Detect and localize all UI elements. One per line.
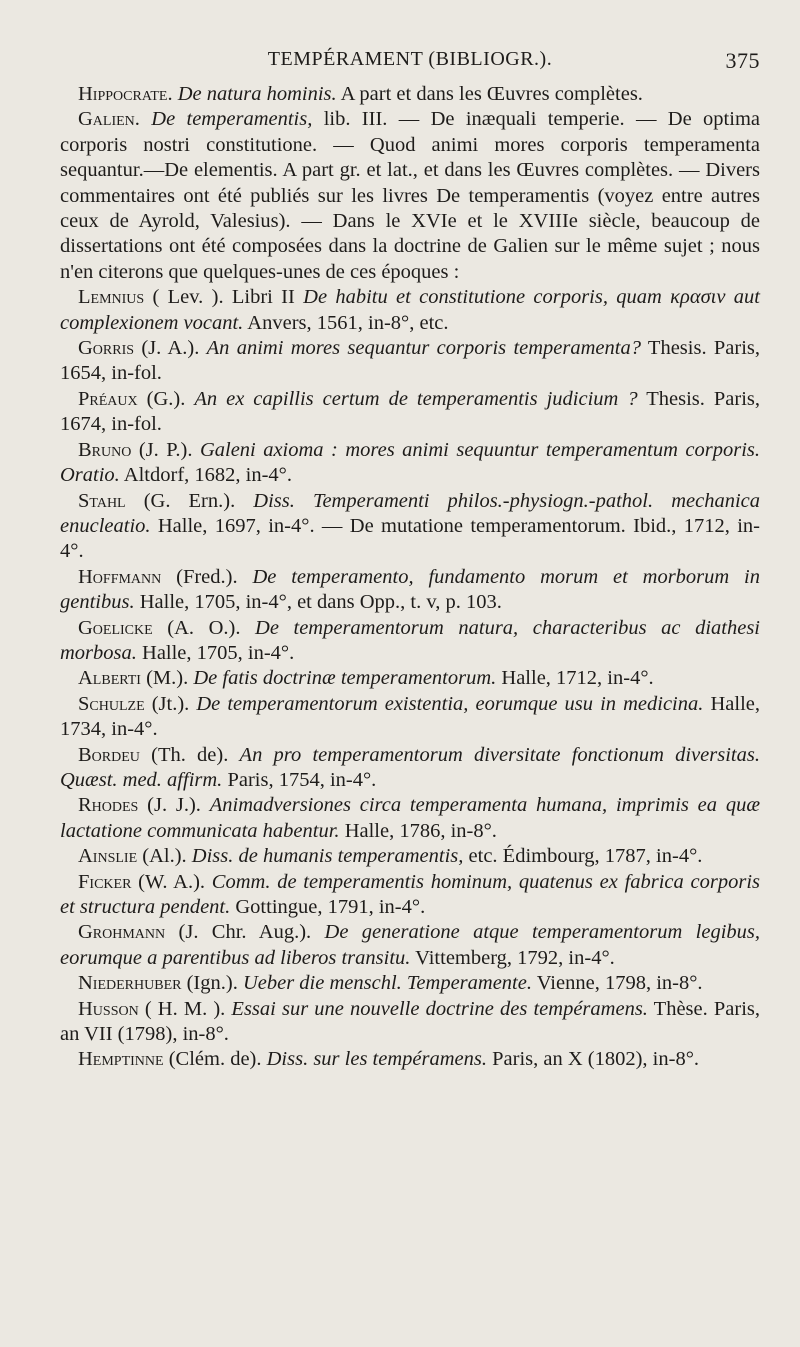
entry-title: De temperamentorum existentia, eorumque usu in medicina. <box>196 692 704 715</box>
bibliography-entry: Ainslie (Al.). Diss. de humanis temperamentis, etc. Édimbourg, 1787, in-4°. <box>78 845 703 868</box>
running-header <box>60 40 760 78</box>
entry-author: Hoffmann <box>78 565 162 588</box>
bibliography-entry: Alberti (M.). De fatis doctrinæ temperamentorum. Halle, 1712, in-4°. <box>78 667 654 690</box>
entry-title: De generatione atque temperamentorum legibus, eorumque a parentibus ad liberos transitu. <box>60 921 760 969</box>
bibliography-entry: Husson ( H. M. ). Essai sur une nouvelle doctrine des tempéramens. Thèse. Paris, an VII (1798), in-8°. <box>60 997 761 1046</box>
entry-title: De temperamentorum natura, characteribus ac diathesi morbosa. <box>60 616 760 664</box>
entry-author: Hemptinne <box>78 1048 164 1071</box>
entry-title: Diss. Temperamenti philos.-physiogn.-pathol. mechanica enucleatio. <box>60 489 760 537</box>
entry-title: Essai sur une nouvelle doctrine des tempéramens. <box>231 997 648 1020</box>
bibliography-entry: Hoffmann (Fred.). De temperamento, fundamento morum et morborum in gentibus. Halle, 1705, in-4°, et dans Opp., t. v, p. 103. <box>60 565 760 614</box>
entry-title: De habitu et constitutione corporis, quam κρασιν aut complexionem vocant. <box>60 286 760 334</box>
entry-title: De fatis doctrinæ temperamentorum. <box>193 667 497 690</box>
page-number: 375 <box>725 48 760 73</box>
entry-author: Goelicke <box>78 616 153 639</box>
entry-author: Grohmann <box>78 921 166 944</box>
entry-title: Diss. sur les tempéramens. <box>266 1048 487 1071</box>
header-title: TEMPÉRAMENT (BIBLIOGR.). <box>267 48 553 70</box>
bibliography-entry: Rhodes (J. J.). Animadversiones circa temperamenta humana, imprimis ea quæ lactatione communicata habentur. Halle, 1786, in-8°. <box>60 794 761 842</box>
bibliography-entry: Gorris (J. A.). An animi mores sequantur corporis temperamenta? Thesis. Paris, 1654, in-fol. <box>60 337 760 385</box>
bibliography-entry: Hippocrate. De natura hominis. A part et dans les Œuvres complètes. <box>78 83 643 105</box>
bibliography-entry: Bordeu (Th. de). An pro temperamentorum diversitate fonctionum diversitas. Quæst. med. affirm. Paris, 1754, in-4°. <box>60 743 760 791</box>
bibliography-entry: Stahl (G. Ern.). Diss. Temperamenti philos.-physiogn.-pathol. mechanica enucleatio. Halle, 1697, in-4°. — De mutatione temperamentorum. Ibid., 1712, in-4°. <box>60 489 760 563</box>
entry-title: Animadversiones circa temperamenta humana, imprimis ea quæ lactatione communicata habentur. <box>60 794 761 842</box>
entry-author: Bruno <box>78 438 132 461</box>
entry-author: Bordeu <box>78 743 140 766</box>
entry-title: Comm. de temperamentis hominum, quatenus ex fabrica corporis et structura pendent. <box>60 870 760 918</box>
bibliography-entry: Hemptinne (Clém. de). Diss. sur les tempéramens. Paris, an X (1802), in-8°. <box>78 1048 700 1071</box>
bibliography-entry: Préaux (G.). An ex capillis certum de temperamentis judicium ? Thesis. Paris, 1674, in-fol. <box>60 387 760 436</box>
entry-author: Galien. <box>78 108 140 131</box>
entry-author: Hippocrate. <box>78 83 173 105</box>
entry-author: Lemnius <box>78 286 145 309</box>
bibliography-entry: Grohmann (J. Chr. Aug.). De generatione atque temperamentorum legibus, eorumque a parentibus ad liberos transitu. Vittemberg, 1792, in-4°. <box>60 921 760 969</box>
entry-author: Ainslie <box>78 845 138 868</box>
entry-title: Diss. de humanis temperamentis, <box>191 845 464 868</box>
entry-author: Gorris <box>78 337 135 360</box>
bibliography-entry: Galien. De temperamentis, lib. III. — De inæquali temperie. — De optima corporis nostri constitutione. — Quod animi mores corporis temperamenta sequantur.—De elementis. A part gr. et lat., et dans les Œuvres complètes. — Divers commentaires ont été publiés sur les livres De temperamentis (voyez entre autres ceux de Ayrold, Valesius). — Dans le XVIe et le XVIIIe siècle, beaucoup de dissertations ont été composées dans la doctrine de Galien sur le même sujet ; nous n'en citerons que quelques-unes de ces époques : <box>60 108 760 283</box>
bibliography-entry: Schulze (Jt.). De temperamentorum existentia, eorumque usu in medicina. Halle, 1734, in-4°. <box>60 692 760 741</box>
entry-title: De temperamento, fundamento morum et morborum in gentibus. <box>60 565 760 614</box>
entry-title: De natura hominis. <box>177 83 337 105</box>
bibliography-entry: Niederhuber (Ign.). Ueber die menschl. Temperamente. Vienne, 1798, in-8°. <box>78 972 703 995</box>
bibliography-entry: Lemnius ( Lev. ). Libri II De habitu et constitutione corporis, quam κρασιν aut complexionem vocant. Anvers, 1561, in-8°, etc. <box>60 286 760 334</box>
entry-author: Stahl <box>78 489 126 512</box>
entry-title: Ueber die menschl. Temperamente. <box>242 972 532 995</box>
entry-title: De temperamentis, <box>151 108 313 131</box>
entry-author: Husson <box>78 997 139 1020</box>
entry-author: Schulze <box>78 692 145 715</box>
entry-author: Ficker <box>78 870 132 893</box>
bibliography-entry: Goelicke (A. O.). De temperamentorum natura, characteribus ac diathesi morbosa. Halle, 1705, in-4°. <box>60 616 760 664</box>
bibliography-entry: Ficker (W. A.). Comm. de temperamentis hominum, quatenus ex fabrica corporis et structura pendent. Gottingue, 1791, in-4°. <box>60 870 760 918</box>
bibliography-list <box>60 82 760 1073</box>
entry-author: Rhodes <box>78 794 139 817</box>
entry-author: Alberti <box>78 667 141 690</box>
entry-title: An animi mores sequantur corporis temperamenta? <box>206 337 641 360</box>
entry-author: Niederhuber <box>78 972 182 995</box>
bibliography-entry: Bruno (J. P.). Galeni axioma : mores animi sequuntur temperamentum corporis. Oratio. Altdorf, 1682, in-4°. <box>60 438 761 487</box>
entry-title: Galeni axioma : mores animi sequuntur temperamentum corporis. Oratio. <box>60 438 761 487</box>
entry-author: Préaux <box>78 387 138 410</box>
entry-title: An pro temperamentorum diversitate fonctionum diversitas. Quæst. med. affirm. <box>60 743 760 791</box>
entry-title: An ex capillis certum de temperamentis judicium ? <box>194 387 638 410</box>
